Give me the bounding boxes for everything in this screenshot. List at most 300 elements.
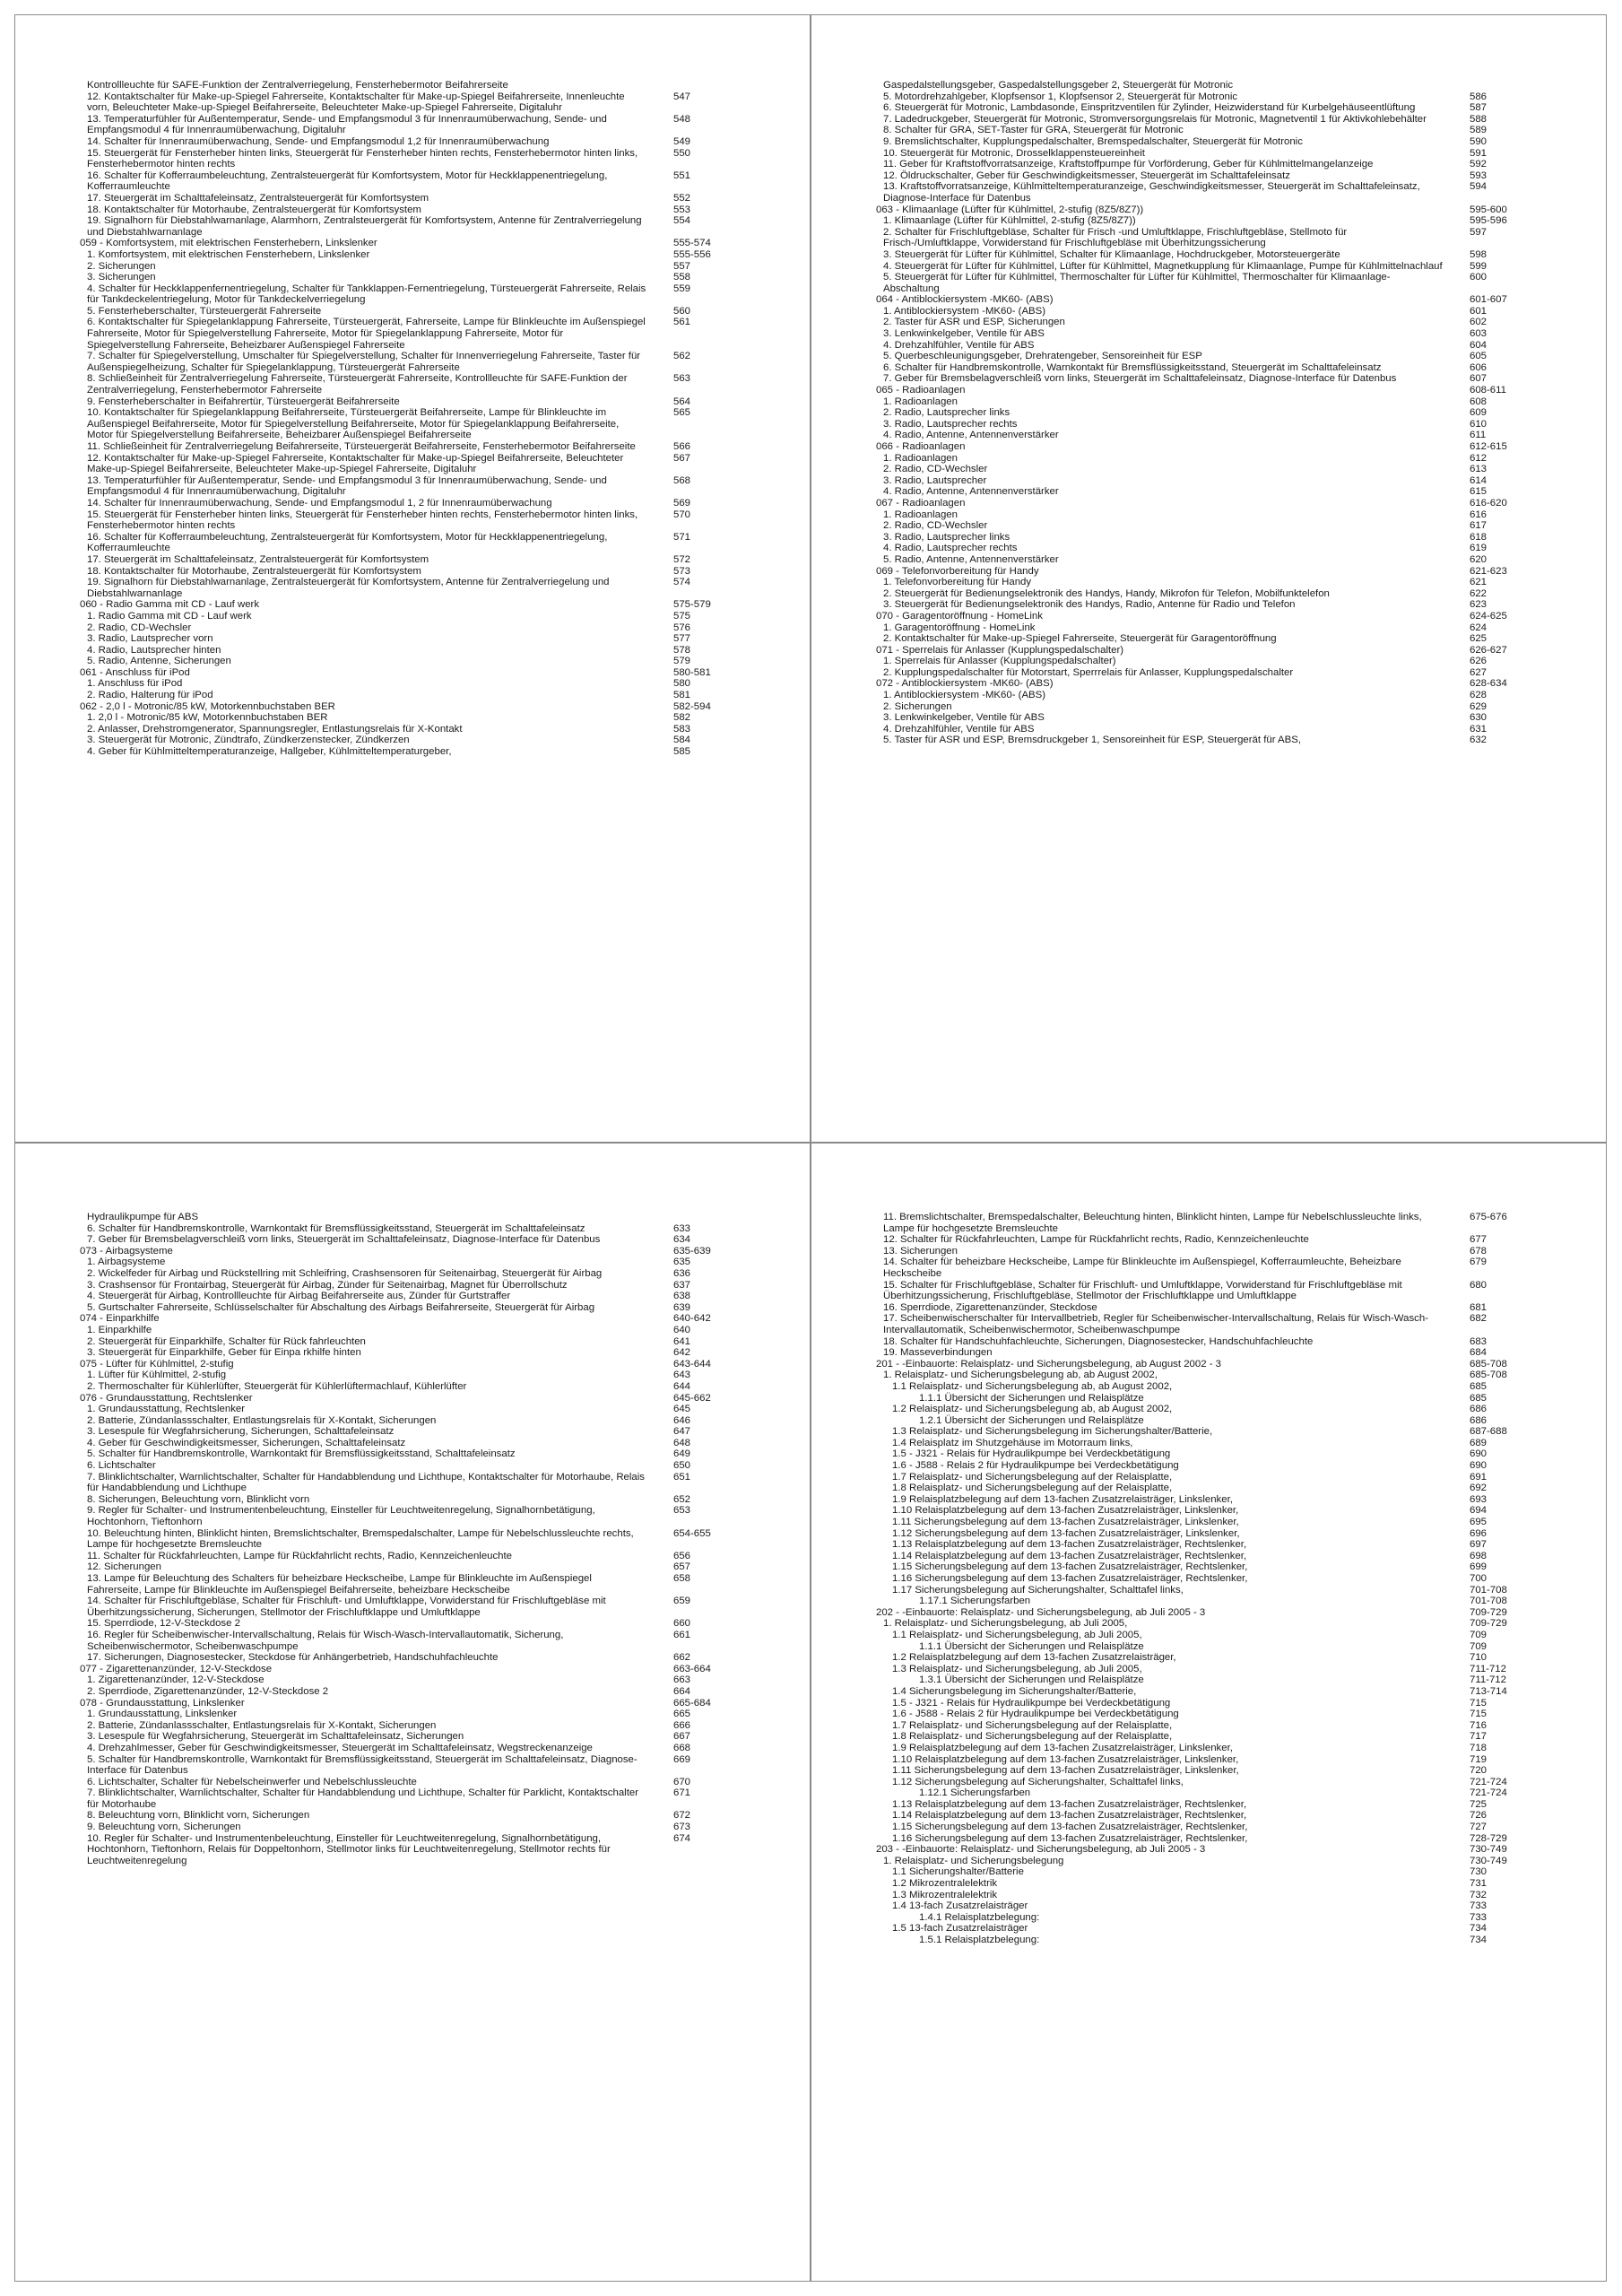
- toc-entry-title: 12. Schalter für Rückfahrleuchten, Lampe für Rückfahrlicht rechts, Radio, Kennzeichenleuchte: [883, 1234, 1309, 1246]
- toc-entry-page: 549: [673, 135, 691, 147]
- toc-entry: [80, 701, 745, 713]
- toc-entry-page: 646: [673, 1414, 691, 1426]
- toc-entry-title: 17. Scheibenwischerschalter für Intervallbetrieb, Regler für Scheibenwischer-Intervallschaltung, Relais für Wisch-Wasch-Intervallautomatik, Scheibenwischermotor, Scheibenwaschpumpe: [883, 1313, 1428, 1335]
- toc-entry-title: 1. Garagentoröffnung - HomeLink: [883, 622, 1036, 633]
- toc-entry: [80, 215, 745, 238]
- toc-entry-page: 652: [673, 1493, 691, 1505]
- toc-entry: [876, 1539, 1541, 1551]
- toc-entry: [80, 633, 745, 645]
- toc-entry: [80, 1313, 745, 1325]
- toc-entry-page: 641: [673, 1335, 691, 1347]
- toc-entry-title: 1. Antiblockiersystem -MK60- (ABS): [883, 305, 1046, 317]
- toc-entry-title: 2. Batterie, Zündanlassschalter, Entlastungsrelais für X-Kontakt, Sicherungen: [87, 1719, 437, 1731]
- toc-entry: [80, 532, 745, 554]
- toc-entry-page: 695: [1470, 1517, 1488, 1528]
- toc-entry-page: 657: [673, 1561, 691, 1573]
- toc-entry-title: 3. Radio, Lautsprecher vorn: [87, 633, 213, 645]
- toc-entry: [876, 1234, 1541, 1246]
- toc-entry-title: 1.3.1 Übersicht der Sicherungen und Relaisplätze: [919, 1674, 1144, 1686]
- toc-entry: [80, 622, 745, 634]
- toc-entry-page: 696: [1470, 1527, 1488, 1539]
- toc-entry-title: 4. Schalter für Heckklappenfernentriegelung, Schalter für Tankklappen-Fernentriegelung, Türsteuergerät Fahrerseite, Relais für Tankdeckelentriegelung, Motor für Tankdeckelverriegelung: [87, 283, 646, 306]
- toc-entry-page: 555-574: [673, 238, 711, 249]
- toc-entry-title: 5. Motordrehzahlgeber, Klopfsensor 1, Klopfsensor 2, Steuergerät für Motronic: [883, 91, 1238, 102]
- toc-entry: [876, 1754, 1541, 1766]
- toc-entry: [80, 351, 745, 373]
- document-page-2: [811, 14, 1607, 1143]
- toc-entry-page: 718: [1470, 1742, 1488, 1753]
- toc-entry-title: 5. Querbeschleunigungsgeber, Drehratengeber, Sensoreinheit für ESP: [883, 351, 1202, 362]
- toc-entry-page: 554: [673, 215, 691, 227]
- toc-entry-page: 599: [1470, 260, 1488, 272]
- toc-entry-title: 4. Geber für Kühlmitteltemperaturanzeige, Hallgeber, Kühlmitteltemperaturgeber,: [87, 746, 452, 758]
- toc-entry-page: 662: [673, 1652, 691, 1664]
- toc-entry-title: 1.3 Mikrozentralelektrik: [892, 1889, 998, 1900]
- toc-entry-page: 576: [673, 622, 691, 633]
- toc-entry: [876, 1393, 1541, 1405]
- toc-entry-title: 075 - Lüfter für Kühlmittel, 2-stufig: [80, 1358, 234, 1370]
- toc-entry-page: 731: [1470, 1878, 1488, 1890]
- toc-entry-page: 685-708: [1470, 1358, 1507, 1370]
- toc-entry-page: 711-712: [1470, 1663, 1506, 1674]
- toc-entry-title: 18. Schalter für Handschuhfachleuchte, Sicherungen, Diagnosestecker, Handschuhfachleuchte: [883, 1335, 1314, 1347]
- toc-entry: [876, 566, 1541, 578]
- toc-entry-title: 069 - Telefonvorbereitung für Handy: [876, 565, 1039, 577]
- toc-entry-title: 11. Geber für Kraftstoffvorratsanzeige, Kraftstoffpumpe für Vorförderung, Geber für Kühlmittelmangelanzeige: [883, 159, 1374, 170]
- toc-entry-title: 3. Radio, Lautsprecher: [883, 474, 987, 486]
- toc-entry-page: 618: [1470, 531, 1488, 543]
- toc-entry-title: 1.6 - J588 - Relais 2 für Hydraulikpumpe bei Verdeckbetätigung: [892, 1709, 1179, 1720]
- toc-entry-page: 721-724: [1470, 1787, 1507, 1799]
- toc-entry-title: 076 - Grundausstattung, Rechtslenker: [80, 1392, 253, 1404]
- toc-entry: [876, 1607, 1541, 1619]
- toc-entry-page: 640: [673, 1324, 691, 1335]
- toc-entry-page: 694: [1470, 1505, 1488, 1517]
- toc-entry-page: 589: [1470, 125, 1488, 136]
- toc-entry-title: 1.15 Sicherungsbelegung auf dem 13-fachen Zusatzrelaisträger, Rechtslenker,: [892, 1561, 1248, 1573]
- toc-entry: [80, 1223, 745, 1235]
- toc-entry: [80, 204, 745, 216]
- toc-entry: [80, 1460, 745, 1472]
- toc-entry: [876, 1347, 1541, 1359]
- toc-entry: [876, 1923, 1541, 1935]
- toc-entry-page: 634: [673, 1234, 691, 1246]
- toc-entry: [80, 1370, 745, 1381]
- toc-entry-page: 604: [1470, 339, 1488, 351]
- toc-entry-page: 588: [1470, 113, 1488, 125]
- toc-entry-title: 062 - 2,0 l - Motronic/85 kW, Motorkennbuchstaben BER: [80, 700, 335, 712]
- toc-entry-page: 548: [673, 113, 691, 125]
- toc-entry: [876, 328, 1541, 340]
- toc-entry-title: 2. Batterie, Zündanlassschalter, Entlastungsrelais für X-Kontakt, Sicherungen: [87, 1414, 437, 1426]
- toc-entry-page: 709: [1470, 1629, 1488, 1640]
- toc-entry-title: 4. Drehzahlfühler, Ventile für ABS: [883, 723, 1035, 735]
- toc-entry: [80, 170, 745, 193]
- toc-entry-page: 600: [1470, 272, 1488, 283]
- toc-entry-page: 672: [673, 1810, 691, 1822]
- toc-entry-title: 1.5 - J321 - Relais für Hydraulikpumpe bei Verdeckbetätigung: [892, 1697, 1171, 1709]
- toc-entry-page: 640-642: [673, 1313, 711, 1325]
- toc-entry-page: 716: [1470, 1719, 1488, 1731]
- toc-entry-title: 10. Steuergerät für Motronic, Drosselklappensteuereinheit: [883, 147, 1145, 159]
- toc-entry: [80, 1234, 745, 1246]
- toc-entry-page: 667: [673, 1731, 691, 1743]
- toc-entry-page: 587: [1470, 102, 1488, 114]
- toc-entry-title: 1.4 Sicherungsbelegung im Sicherungshalter/Batterie,: [892, 1685, 1137, 1697]
- toc-entry-page: 686: [1470, 1414, 1488, 1426]
- toc-entry-page: 670: [673, 1776, 691, 1787]
- toc-entry: [876, 102, 1541, 114]
- toc-entry: [876, 1426, 1541, 1438]
- toc-entry-page: 679: [1470, 1257, 1488, 1268]
- toc-entry-title: 065 - Radioanlagen: [876, 385, 966, 396]
- toc-entry-page: 725: [1470, 1798, 1488, 1810]
- toc-entry-title: 5. Steuergerät für Lüfter für Kühlmittel, Thermoschalter für Lüfter für Kühlmittel, Thermoschalter für Klimaanlage-Abschaltung: [883, 272, 1391, 294]
- toc-entry-title: 1. Einparkhilfe: [87, 1324, 152, 1335]
- toc-entry: [876, 667, 1541, 679]
- toc-entry-title: 10. Kontaktschalter für Spiegelanklappung Beifahrerseite, Türsteuergerät Beifahrerseite, Lampe für Blinkleuchte im Außenspiegel Beifahrerseite, Motor für Spiegelverstellung Beifahrerseite, Motor für Spiegelanklappung Beifahrerseite, Motor für Spiegelverstellung Beifahrerseite, Beheizbarer Außenspiegel Beifahrerseite: [87, 407, 620, 441]
- toc-entry-page: 597: [1470, 226, 1488, 238]
- toc-entry-title: 3. Steuergerät für Lüfter für Kühlmittel, Schalter für Klimaanlage, Hochdruckgeber, Motorsteuergeräte: [883, 248, 1340, 260]
- toc-entry: [876, 475, 1541, 487]
- toc-entry: [876, 91, 1541, 103]
- toc-entry: [876, 1596, 1541, 1607]
- toc-entry-title: 074 - Einparkhilfe: [80, 1313, 160, 1325]
- toc-entry: [80, 1212, 745, 1223]
- toc-entry-page: 693: [1470, 1493, 1488, 1505]
- toc-entry: [876, 1257, 1541, 1279]
- toc-entry-page: 557: [673, 260, 691, 272]
- toc-entry-title: 1. Lüfter für Kühlmittel, 2-stufig: [87, 1370, 227, 1381]
- toc-entry-title: Hydraulikpumpe für ABS: [87, 1212, 199, 1222]
- toc-entry-page: 583: [673, 723, 691, 735]
- toc-entry-page: 654-655: [673, 1527, 711, 1539]
- toc-entry-page: 690: [1470, 1448, 1488, 1460]
- toc-entry-page: 665: [673, 1709, 691, 1720]
- toc-entry-page: 566: [673, 441, 691, 452]
- toc-entry-page: 579: [673, 656, 691, 667]
- toc-entry-page: 663-664: [673, 1663, 711, 1674]
- toc-entry: [80, 1302, 745, 1314]
- toc-entry: [876, 1472, 1541, 1483]
- toc-entry-title: 1.2.1 Übersicht der Sicherungen und Relaisplätze: [919, 1414, 1144, 1426]
- toc-entry-page: 565: [673, 407, 691, 419]
- toc-entry-title: 1.17 Sicherungsbelegung auf Sicherungshalter, Schalttafel links,: [892, 1584, 1184, 1596]
- toc-entry-page: 684: [1470, 1347, 1488, 1359]
- toc-entry-title: 4. Steuergerät für Lüfter für Kühlmittel, Lüfter für Kühlmittel, Magnetkupplung für Klimaanlage, Pumpe für Kühlmittelnachlauf: [883, 260, 1443, 272]
- toc-entry: [80, 1347, 745, 1359]
- toc-entry: [80, 678, 745, 690]
- toc-entry-page: 719: [1470, 1753, 1488, 1765]
- toc-entry-title: 2. Steuergerät für Einparkhilfe, Schalter für Rück fahrleuchten: [87, 1335, 366, 1347]
- toc-entry-title: 7. Blinklichtschalter, Warnlichtschalter, Schalter für Handabblendung und Lichthupe, Kontaktschalter für Motorhaube, Relais für Handabblendung und Lichthupe: [87, 1471, 645, 1494]
- toc-entry-title: 5. Radio, Antenne, Antennenverstärker: [883, 553, 1059, 565]
- toc-entry-title: 6. Kontaktschalter für Spiegelanklappung Fahrerseite, Türsteuergerät, Fahrerseite, Lampe für Blinkleuchte im Außenspiegel Fahrerseite, Motor für Spiegelverstellung Fahrerseite, Motor für Spiegelanklappung Fahrerseite, Motor für Spiegelverstellung Fahrerseite, Beheizbarer Außenspiegel Fahrerseite: [87, 317, 646, 351]
- toc-entry-page: 594: [1470, 181, 1488, 193]
- toc-entry-page: 685: [1470, 1392, 1488, 1404]
- toc-entry-page: 612-615: [1470, 441, 1507, 452]
- toc-entry: [876, 1743, 1541, 1754]
- toc-entry-title: 19. Signalhorn für Diebstahlwarnanlage, Alarmhorn, Zentralsteuergerät für Komfortsystem, Antenne für Zentralverriegelung und Diebstahlwarnanlage: [87, 215, 642, 238]
- toc-entry-title: 3. Sicherungen: [87, 272, 156, 283]
- toc-entry-page: 628: [1470, 690, 1488, 701]
- toc-entry-page: 642: [673, 1347, 691, 1359]
- toc-entry: [876, 1856, 1541, 1867]
- toc-entry-page: 602: [1470, 317, 1488, 328]
- toc-entry: [80, 453, 745, 475]
- toc-entry-page: 698: [1470, 1550, 1488, 1561]
- toc-entry: [876, 1935, 1541, 1946]
- toc-entry-title: 1.4.1 Relaisplatzbelegung:: [919, 1911, 1040, 1923]
- toc-entry-title: 11. Bremslichtschalter, Bremspedalschalter, Beleuchtung hinten, Blinklicht hinten, Lampe für Nebelschlussleuchte links, Lampe für hochgesetzte Bremsleuchte: [883, 1212, 1422, 1234]
- toc-entry-page: 661: [673, 1629, 691, 1640]
- toc-entry: [80, 1833, 745, 1867]
- toc-entry-page: 669: [673, 1753, 691, 1765]
- toc-entry-page: 682: [1470, 1313, 1488, 1325]
- toc-entry: [80, 1573, 745, 1596]
- toc-entry: [80, 645, 745, 657]
- toc-entry: [876, 249, 1541, 261]
- toc-entry: [80, 690, 745, 701]
- toc-entry-page: 559: [673, 283, 691, 294]
- toc-list: [80, 80, 745, 758]
- toc-entry-page: 595-600: [1470, 204, 1507, 215]
- toc-list: [876, 1212, 1541, 1946]
- toc-entry-title: 4. Radio, Antenne, Antennenverstärker: [883, 486, 1059, 498]
- toc-entry-page: 713-714: [1470, 1685, 1507, 1697]
- toc-entry-page: 567: [673, 452, 691, 464]
- toc-entry-title: 16. Sperrdiode, Zigarettenanzünder, Steckdose: [883, 1301, 1097, 1313]
- toc-entry-title: 14. Schalter für Frischluftgebläse, Schalter für Frischluft- und Umluftklappe, Vorwiderstand für Frischluftgebläse mit Überhitzungssicherung, Sicherungen, Stellmotor der Frischluftklappe und Umluftklappe: [87, 1596, 606, 1618]
- toc-entry-page: 647: [673, 1426, 691, 1438]
- toc-entry-page: 617: [1470, 520, 1488, 532]
- toc-entry-page: 633: [673, 1222, 691, 1234]
- toc-entry: [80, 1551, 745, 1562]
- toc-entry-page: 665-684: [673, 1697, 711, 1709]
- toc-entry-title: 1.13 Relaisplatzbelegung auf dem 13-fachen Zusatzrelaisträger, Rechtslenker,: [892, 1798, 1247, 1810]
- toc-entry-page: 630: [1470, 712, 1488, 724]
- toc-entry-page: 584: [673, 735, 691, 746]
- toc-entry: [876, 1302, 1541, 1314]
- toc-entry-title: 4. Steuergerät für Airbag, Kontrollleuchte für Airbag Beifahrerseite aus, Zünder für Gurtstraffer: [87, 1291, 511, 1302]
- toc-entry-title: 1.1 Sicherungshalter/Batterie: [892, 1866, 1024, 1878]
- toc-entry-title: 16. Schalter für Kofferraumbeleuchtung, Zentralsteuergerät für Komfortsystem, Motor für Heckklappenentriegelung, Kofferraumleuchte: [87, 170, 608, 193]
- toc-entry-page: 689: [1470, 1437, 1488, 1448]
- toc-entry-title: 2. Wickelfeder für Airbag und Rückstellring mit Schleifring, Crashsensoren für Seitenairbag, Steuergerät für Airbag: [87, 1267, 603, 1279]
- toc-entry-title: 13. Lampe für Beleuchtung des Schalters für beheizbare Heckscheibe, Lampe für Blinkleuchte im Außenspiegel Fahrerseite, Lampe für Blinkleuchte im Außenspiegel Beifahrerseite, beheizbare Heckscheibe: [87, 1573, 592, 1596]
- toc-entry-page: 563: [673, 373, 691, 385]
- toc-entry: [876, 622, 1541, 634]
- toc-entry-title: 7. Blinklichtschalter, Warnlichtschalter, Schalter für Handabblendung und Lichthupe, Schalter für Parklicht, Kontaktschalter für Motorhaube: [87, 1787, 638, 1810]
- toc-entry: [876, 181, 1541, 204]
- toc-entry: [80, 1268, 745, 1280]
- toc-entry-title: 15. Schalter für Frischluftgebläse, Schalter für Frischluft- und Umluftklappe, Vorwiderstand für Frischluftgebläse mit Überhitzungssicherung, Frischluftgebläse, Stellmotor der Frischluftklappe und Umluftklappe: [883, 1279, 1402, 1302]
- toc-entry-title: 1.15 Sicherungsbelegung auf dem 13-fachen Zusatzrelaisträger, Rechtslenker,: [892, 1822, 1248, 1833]
- toc-entry-title: 7. Geber für Bremsbelagverschleiß vorn links, Steuergerät im Schalttafeleinsatz, Diagnose-Interface für Datenbus: [87, 1234, 601, 1246]
- toc-entry-title: 17. Steuergerät im Schalttafeleinsatz, Zentralsteuergerät für Komfortsystem: [87, 192, 429, 204]
- toc-entry-page: 720: [1470, 1765, 1488, 1777]
- toc-entry-page: 645-662: [673, 1392, 711, 1404]
- toc-entry-page: 575: [673, 610, 691, 622]
- toc-entry-page: 609: [1470, 407, 1488, 419]
- toc-entry-title: 2. Kupplungspedalschalter für Motorstart, Sperrrelais für Anlasser, Kupplungspedalschalter: [883, 666, 1294, 678]
- toc-entry-title: 19. Masseverbindungen: [883, 1347, 993, 1359]
- toc-entry-page: 733: [1470, 1911, 1488, 1923]
- toc-entry-title: 1.5 13-fach Zusatzrelaisträger: [892, 1923, 1028, 1935]
- toc-entry: [876, 577, 1541, 588]
- toc-entry: [80, 1777, 745, 1788]
- toc-entry-title: 14. Schalter für beheizbare Heckscheibe, Lampe für Blinkleuchte im Außenspiegel, Kofferraumleuchte, Beheizbare Heckscheibe: [883, 1257, 1401, 1279]
- toc-entry-page: 553: [673, 204, 691, 215]
- toc-entry-page: 651: [673, 1471, 691, 1483]
- toc-entry: [80, 1743, 745, 1754]
- toc-entry-page: 590: [1470, 135, 1488, 147]
- toc-entry-title: 5. Schalter für Handbremskontrolle, Warnkontakt für Bremsflüssigkeitsstand, Steuergerät im Schalttafeleinsatz, Diagnose-Interface für Datenbus: [87, 1753, 638, 1777]
- toc-entry: [876, 1438, 1541, 1449]
- toc-entry: [876, 1890, 1541, 1901]
- toc-entry-page: 550: [673, 147, 691, 159]
- toc-entry: [876, 1630, 1541, 1641]
- toc-entry: [876, 1551, 1541, 1562]
- toc-entry-title: 16. Regler für Scheibenwischer-Intervallschaltung, Relais für Wisch-Wasch-Intervallautomatik, Sicherung, Scheibenwischermotor, Scheibenwaschpumpe: [87, 1629, 564, 1652]
- toc-entry-title: 6. Schalter für Handbremskontrolle, Warnkontakt für Bremsflüssigkeitsstand, Steuergerät im Schalttafeleinsatz: [883, 361, 1382, 373]
- toc-entry-page: 558: [673, 272, 691, 283]
- toc-entry-page: 570: [673, 509, 691, 520]
- toc-entry: [876, 633, 1541, 645]
- toc-entry-page: 709: [1470, 1640, 1488, 1652]
- toc-entry: [876, 701, 1541, 713]
- toc-entry: [876, 204, 1541, 216]
- toc-entry: [80, 1336, 745, 1348]
- toc-entry: [80, 1448, 745, 1460]
- toc-entry: [876, 532, 1541, 544]
- toc-entry-page: 673: [673, 1822, 691, 1833]
- toc-entry: [876, 1483, 1541, 1494]
- toc-entry-page: 635-639: [673, 1245, 711, 1257]
- toc-entry-title: 8. Schließeinheit für Zentralverriegelung Fahrerseite, Türsteuergerät Fahrerseite, Kontrollleuchte für SAFE-Funktion der Zentralverriegelung, Fensterhebermotor Fahrerseite: [87, 373, 628, 396]
- toc-entry: [876, 1674, 1541, 1686]
- toc-entry-title: 1. Telefonvorbereitung für Handy: [883, 577, 1032, 588]
- toc-entry-title: 063 - Klimaanlage (Lüfter für Kühlmittel, 2-stufig (8Z5/8Z7)): [876, 204, 1144, 215]
- toc-entry: [80, 1652, 745, 1664]
- toc-entry: [876, 1799, 1541, 1811]
- toc-entry-page: 691: [1470, 1471, 1488, 1483]
- toc-entry: [876, 227, 1541, 249]
- toc-entry: [876, 407, 1541, 419]
- toc-entry-title: 8. Sicherungen, Beleuchtung vorn, Blinklicht vorn: [87, 1493, 310, 1505]
- toc-entry-page: 680: [1470, 1279, 1488, 1291]
- toc-entry: [80, 1359, 745, 1370]
- toc-list: [80, 1212, 745, 1866]
- toc-entry: [876, 362, 1541, 374]
- toc-entry-page: 717: [1470, 1731, 1488, 1743]
- toc-entry: [80, 1438, 745, 1449]
- toc-entry-page: 668: [673, 1742, 691, 1753]
- toc-entry-title: 071 - Sperrelais für Anlasser (Kupplungspedalschalter): [876, 644, 1124, 656]
- toc-entry: [80, 566, 745, 578]
- toc-entry-page: 650: [673, 1460, 691, 1472]
- toc-entry-title: 1.11 Sicherungsbelegung auf dem 13-fachen Zusatzrelaisträger, Linkslenker,: [892, 1765, 1239, 1777]
- toc-entry: [80, 1787, 745, 1810]
- toc-entry: [80, 1596, 745, 1618]
- toc-entry-page: 616-620: [1470, 497, 1507, 509]
- toc-entry-title: 1.12.1 Sicherungsfarben: [919, 1787, 1031, 1799]
- toc-entry: [80, 1415, 745, 1427]
- toc-entry-title: 15. Steuergerät für Fensterheber hinten links, Steuergerät für Fensterheber hinten rechts, Fensterhebermotor hinten links, Fensterhebermotor hinten rechts: [87, 509, 638, 532]
- toc-entry-page: 580: [673, 678, 691, 690]
- toc-entry: [80, 1257, 745, 1268]
- toc-entry: [876, 1777, 1541, 1788]
- toc-entry-page: 635: [673, 1257, 691, 1268]
- toc-entry-title: 3. Steuergerät für Motronic, Zündtrafo, Zündkerzenstecker, Zündkerzen: [87, 735, 410, 746]
- toc-entry-title: 8. Beleuchtung vorn, Blinklicht vorn, Sicherungen: [87, 1810, 310, 1822]
- toc-entry-page: 613: [1470, 464, 1488, 475]
- toc-entry-title: 17. Steuergerät im Schalttafeleinsatz, Zentralsteuergerät für Komfortsystem: [87, 553, 429, 565]
- toc-entry-title: 078 - Grundausstattung, Linkslenker: [80, 1697, 245, 1709]
- toc-entry-title: 3. Steuergerät für Einparkhilfe, Geber für Einpa rkhilfe hinten: [87, 1347, 361, 1359]
- toc-entry: [80, 1709, 745, 1720]
- toc-entry: [80, 317, 745, 351]
- toc-entry-title: 1.14 Relaisplatzbelegung auf dem 13-fachen Zusatzrelaisträger, Rechtslenker,: [892, 1810, 1247, 1822]
- toc-entry-title: 4. Radio, Antenne, Antennenverstärker: [883, 430, 1059, 441]
- toc-entry-title: 1. Zigarettenanzünder, 12-V-Steckdose: [87, 1674, 265, 1686]
- document-page-4: [811, 1143, 1607, 2282]
- toc-entry: [80, 1674, 745, 1686]
- toc-entry: [80, 148, 745, 170]
- toc-entry-page: 666: [673, 1719, 691, 1731]
- toc-entry-title: 1. Airbagsysteme: [87, 1257, 166, 1268]
- toc-entry-title: 2. Anlasser, Drehstromgenerator, Spannungsregler, Entlastungsrelais für X-Kontakt: [87, 723, 463, 735]
- toc-entry-page: 700: [1470, 1573, 1488, 1584]
- toc-entry-title: 2. Radio, CD-Wechsler: [87, 622, 192, 633]
- toc-entry: [876, 1370, 1541, 1381]
- toc-entry-title: 1. Klimaanlage (Lüfter für Kühlmittel, 2-stufig (8Z5/8Z7)): [883, 215, 1136, 227]
- toc-entry: [876, 1494, 1541, 1506]
- toc-entry: [80, 724, 745, 735]
- toc-entry: [876, 599, 1541, 611]
- toc-entry-title: 2. Sperrdiode, Zigarettenanzünder, 12-V-Steckdose 2: [87, 1685, 329, 1697]
- toc-entry: [80, 1246, 745, 1257]
- toc-entry-title: 1.6 - J588 - Relais 2 für Hydraulikpumpe bei Verdeckbetätigung: [892, 1460, 1179, 1472]
- toc-entry-page: 659: [673, 1596, 691, 1607]
- toc-entry-page: 606: [1470, 361, 1488, 373]
- toc-entry: [876, 159, 1541, 170]
- toc-entry-title: 1.1 Relaisplatz- und Sicherungsbelegung ab, ab August 2002,: [892, 1380, 1173, 1392]
- toc-entry-title: 2. Steuergerät für Bedienungselektronik des Handys, Handy, Mikrofon für Telefon, Mobilfunktelefon: [883, 587, 1330, 599]
- toc-entry-title: 061 - Anschluss für iPod: [80, 666, 190, 678]
- toc-entry-page: 631: [1470, 723, 1488, 735]
- toc-entry: [876, 1720, 1541, 1732]
- toc-entry: [80, 238, 745, 249]
- toc-entry: [80, 1686, 745, 1698]
- toc-entry: [80, 1698, 745, 1709]
- toc-entry-title: 15. Steuergerät für Fensterheber hinten links, Steuergerät für Fensterheber hinten rechts, Fensterhebermotor hinten links, Fensterhebermotor hinten rechts: [87, 147, 638, 170]
- toc-entry-page: 701-708: [1470, 1584, 1507, 1596]
- toc-entry-title: Gaspedalstellungsgeber, Gaspedalstellungsgeber 2, Steuergerät für Motronic: [883, 80, 1234, 91]
- toc-entry: [80, 509, 745, 532]
- toc-entry-title: 3. Lesespule für Wegfahrsicherung, Steuergerät im Schalttafeleinsatz, Sicherungen: [87, 1731, 464, 1743]
- toc-entry-page: 645: [673, 1404, 691, 1415]
- toc-entry-title: 9. Fensterheberschalter in Beifahrertür, Türsteuergerät Beifahrerseite: [87, 396, 400, 407]
- toc-entry-title: 3. Lenkwinkelgeber, Ventile für ABS: [883, 712, 1045, 724]
- toc-entry: [80, 1618, 745, 1630]
- toc-entry-title: 1.2 Relaisplatz- und Sicherungsbelegung ab, ab August 2002,: [892, 1404, 1173, 1415]
- toc-entry: [80, 599, 745, 611]
- toc-entry: [876, 430, 1541, 441]
- toc-entry-page: 721-724: [1470, 1776, 1507, 1787]
- toc-entry-title: 1.14 Relaisplatzbelegung auf dem 13-fachen Zusatzrelaisträger, Rechtslenker,: [892, 1550, 1247, 1561]
- toc-entry-page: 681: [1470, 1301, 1488, 1313]
